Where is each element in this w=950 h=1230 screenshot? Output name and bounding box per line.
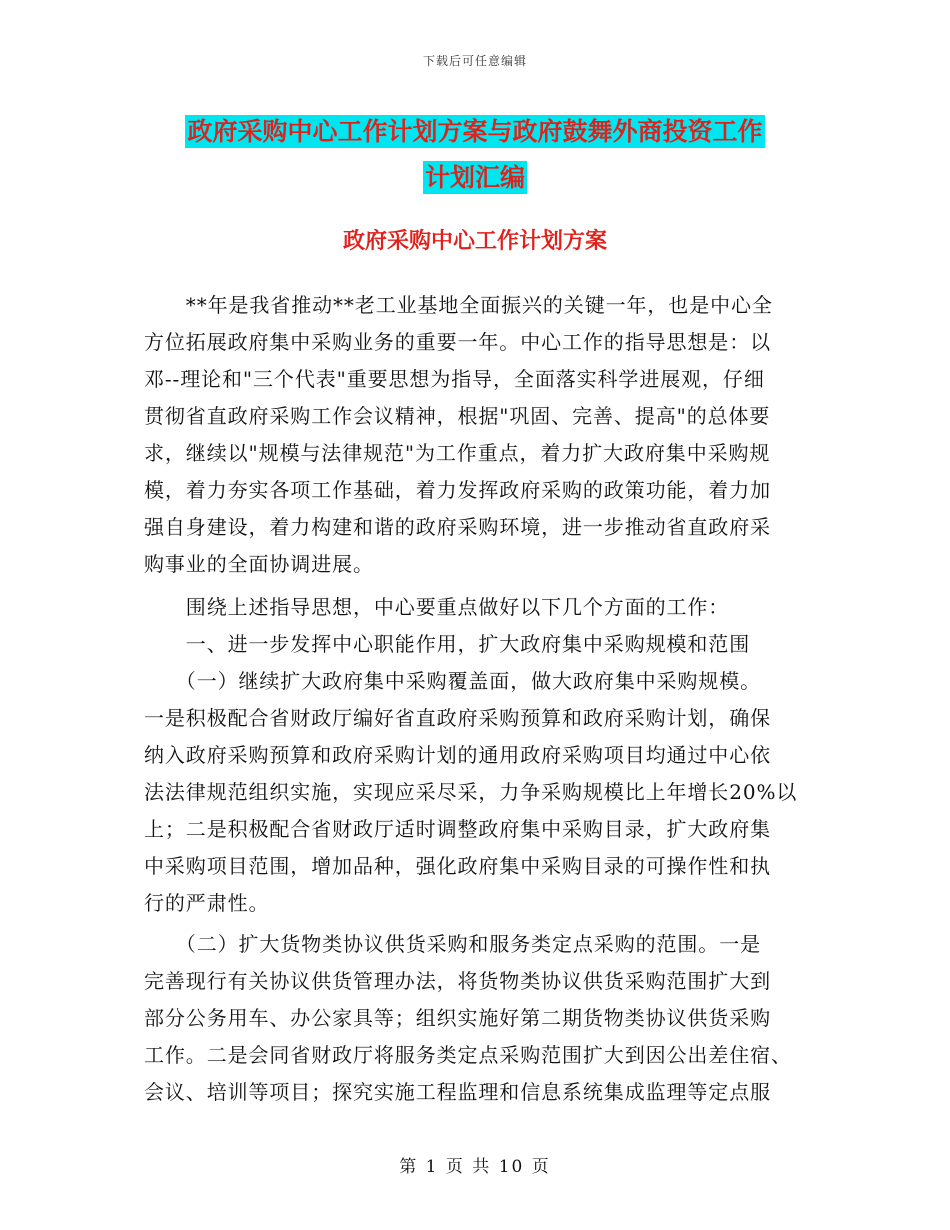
- body-line: 贯彻省直政府采购工作会议精神，根据"巩固、完善、提高"的总体要: [144, 404, 771, 428]
- body-line: 纳入政府采购预算和政府采购计划的通用政府采购项目均通过中心依: [144, 743, 771, 767]
- body-line: （一）继续扩大政府集中采购覆盖面，做大政府集中采购规模。: [144, 669, 761, 693]
- page-header: 下载后可任意编辑: [422, 54, 527, 68]
- body-line: 购事业的全面协调进展。: [144, 552, 374, 576]
- body-line: **年是我省推动**老工业基地全面振兴的关键一年，也是中心全: [144, 293, 773, 317]
- document-title-line-2: [0, 158, 950, 194]
- body-line: 一、进一步发挥中心职能作用，扩大政府集中采购规模和范围: [144, 632, 751, 656]
- body-line: 模，着力夯实各项工作基础，着力发挥政府采购的政策功能，着力加: [144, 478, 771, 502]
- body-line: 完善现行有关协议供货管理办法，将货物类协议供货采购范围扩大到: [144, 969, 771, 993]
- section-title: 政府采购中心工作计划方案: [342, 228, 607, 254]
- body-line: 行的严肃性。: [144, 891, 270, 915]
- body-line: 法法律规范组织实施，实现应采尽采，力争采购规模比上年增长20%以: [144, 780, 798, 804]
- body-line: 求，继续以"规模与法律规范"为工作重点，着力扩大政府集中采购规: [144, 441, 771, 465]
- document-title-text-1: 政府采购中心工作计划方案与政府鼓舞外商投资工作: [187, 117, 763, 146]
- body-line: 一是积极配合省财政厅编好省直政府采购预算和政府采购计划，确保: [144, 706, 771, 730]
- body-line: 会议、培训等项目；探究实施工程监理和信息系统集成监理等定点服: [144, 1080, 771, 1104]
- document-title-line-1: [0, 112, 950, 148]
- body-line: 工作。二是会同省财政厅将服务类定点采购范围扩大到因公出差住宿、: [144, 1043, 792, 1067]
- body-line: 围绕上述指导思想，中心要重点做好以下几个方面的工作：: [144, 595, 730, 619]
- document-title-text-2: 计划汇编: [424, 163, 525, 192]
- body-line: （二）扩大货物类协议供货采购和服务类定点采购的范围。一是: [144, 932, 761, 956]
- body-line: 邓--理论和"三个代表"重要思想为指导，全面落实科学进展观，仔细: [144, 367, 765, 391]
- body-line: 强自身建设，着力构建和谐的政府采购环境，进一步推动省直政府采: [144, 515, 771, 539]
- body-line: 部分公务用车、办公家具等；组织实施好第二期货物类协议供货采购: [144, 1006, 771, 1030]
- body-line: 方位拓展政府集中采购业务的重要一年。中心工作的指导思想是：以: [144, 330, 771, 354]
- body-line: 中采购项目范围，增加品种，强化政府集中采购目录的可操作性和执: [144, 854, 771, 878]
- page-number-footer: 第 1 页 共 10 页: [399, 1157, 551, 1177]
- body-line: 上；二是积极配合省财政厅适时调整政府集中采购目录，扩大政府集: [144, 817, 771, 841]
